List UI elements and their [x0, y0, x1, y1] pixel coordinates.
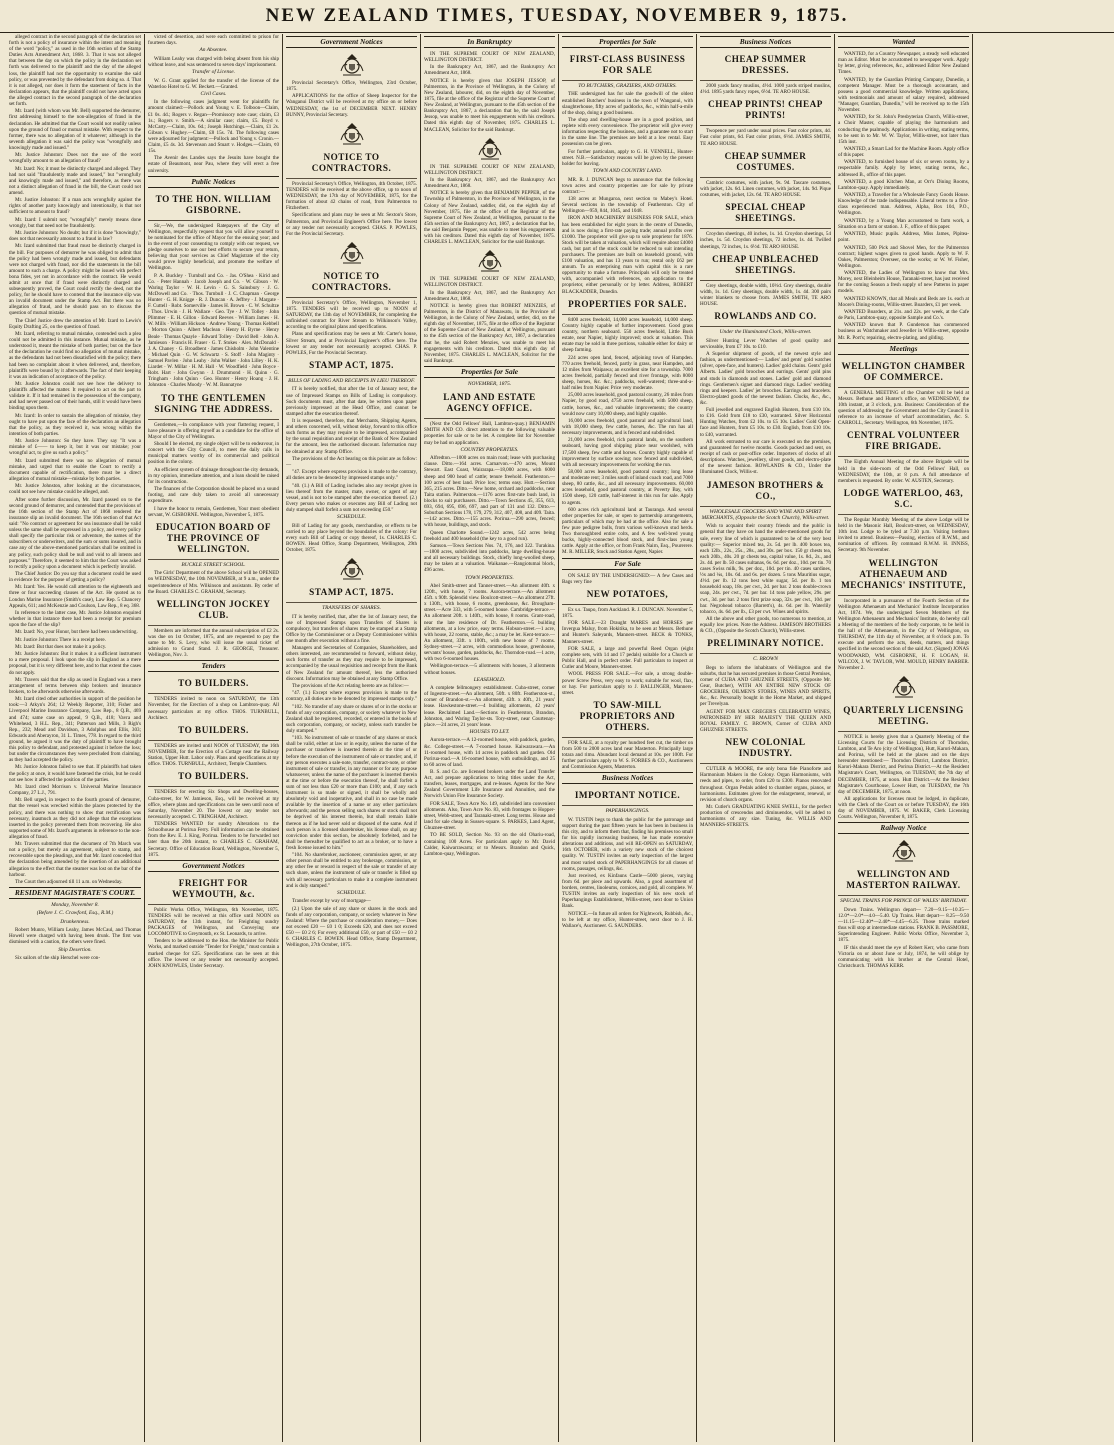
- article-paragraph: In the Bankruptcy Act, 1867, and the Bankruptcy Act Amendment Act, 1868.: [424, 176, 555, 190]
- column-3: [282, 34, 420, 1442]
- advert-block: [562, 697, 693, 738]
- article-paragraph: Mr. Justice Johnston failed to see that. If plaintiffs had taken the policy at once, it would have fastened the crisis, but he could not see how it affected the position of the parties.: [9, 764, 141, 783]
- article-paragraph: All work entrusted to our care is executed on the premises, and guaranteed for twelve months. Goods packed and sent, on receipt of cash or post-office order. Importers of clocks of all descriptions. Watches, jewellery, silver goods, and electro-plate of the newest fashion. ROWLANDS & CO., Under the Illuminated Clock, Willis-st.: [700, 438, 831, 476]
- advert-block: [700, 308, 831, 327]
- section-heading: In Bankruptcy: [424, 36, 555, 48]
- article-paragraph: Cambric costumes, with jacket, 9s. 9d. Tascare costumes, with jacket, 12s. 6d. Linen costumes, with jacket, 14s. 9d. Pique costumes, with jacket, 12s. 6d. TE ARO HOUSE.: [700, 179, 831, 199]
- article-paragraph: WANTED known that P. Gunderson has commenced business as Watchmaker and Jeweller in Willis-street, opposite Mr. R. Port's; repairing, electro-plating, and gilding.: [838, 322, 969, 341]
- article-paragraph: William Leahy was charged with being absent from his ship without leave, and was sentenced to seven days' imprisonment.: [148, 55, 279, 68]
- article-paragraph: Tenders to be addressed to the Hon. the Minister for Public Works, and marked outside "Tender for Freight," must contain a marked cheque for £25. Specifications can be seen at this office. The lowest or any tender not necessarily accepted. JOHN KNOWLES, Under Secretary.: [148, 938, 279, 969]
- advert-block: [286, 149, 417, 179]
- article-paragraph: Mr. Justice Johnston: No doubt; but if it is done "knowingly," does not that necessarily amount to a fraud in law?: [9, 230, 141, 243]
- article-paragraph: W. TUSTIN begs to thank the public for the patronage and support during the past fifteen years he has been in business in this city, and to inform them that, finding his premises too small for his rapidly increasing business, he has made extensive alterations and additions, and will RE-OPEN on SATURDAY, 16th OCTOBER, with a variety new stock of the choicest quality. W. TUSTIN invites an early inspection of the largest and most varied stock of PAPERHANGINGS for all classes of rooms, passages, ceilings, &c.: [562, 816, 693, 872]
- subheading: (Before J. C. Crawford, Esq., R.M.): [36, 910, 114, 917]
- article-paragraph: Mr. Izard: In order to sustain the allegation of mistake, they ought to have put upon the face of the declaration an allegation that the policy, as they received it, was wrong within the intention of both parties.: [9, 412, 141, 437]
- article-paragraph: Grey sheetings, double width, 10½d. Grey sheetings, double width, 1s. 1d. Grey sheetings, double width, 1s. 4d. 300 pairs winter blankets to choose from. JAMES SMITH, TE ARO HOUSE.: [700, 282, 831, 308]
- article-paragraph: The Court then adjourned till 11 a.m. on Wednesday.: [15, 878, 123, 885]
- subheading-block: [9, 902, 141, 908]
- advert-block: [700, 148, 831, 178]
- subheading-block: [838, 898, 969, 904]
- article-paragraph: Six sailors of the ship Herschel were con-: [15, 955, 101, 962]
- subheading: TO BUTCHERS, GRAZIERS, AND OTHERS.: [578, 83, 677, 89]
- subheading-block: [562, 168, 693, 174]
- section-heading: For Sale: [562, 558, 693, 570]
- advert-block: [286, 584, 417, 603]
- advert-block: [148, 875, 279, 905]
- advert-block: [700, 199, 831, 229]
- article-paragraph: FOR SALE, a large and powerful Reed Organ (eight complete sets, with 14 and 17 pedals) suitable for a Church or Public Hall, and in perfect order. Full particulars to inspect at Cutler and Moore, Manners-street.: [562, 645, 693, 671]
- article-paragraph: Ex s.s. Taupo, from Auckland. R. J. DUNCAN. November 5, 1875.: [562, 606, 693, 619]
- article-paragraph: Mr. Justice Johnston could not see how the delivery to plaintiffs affected the matter. It required to act on the part to validate it. If it had remained in the possession of the company, and had never passed out of their hands, still it would have been binding upon them.: [9, 381, 141, 412]
- article-paragraph: Mr. Izard submitted there was no allegation of mutual mistake, and urged that to enable the Court to rectify a document capable of rectification, there must be a direct allegation of mutual mistake—mistake by both parties.: [9, 457, 141, 482]
- royal-arms-crest-icon: [338, 555, 366, 583]
- subheading: C. BROWN: [753, 656, 778, 663]
- article-paragraph: Members are informed that the annual subscription of £2 2s. was due on 1st October, 1875, and are requested to pay the same to Mr. S. Levy, who will issue the usual ticket of admission to Grand Stand. J. R. GEORGE, Treasurer. Wellington, Nov. 3.: [148, 627, 279, 659]
- article-paragraph: WANTED, to furnished house of six or seven rooms, by a respectable family. Apply by letter, stating terms, &c., addressed B., office of this paper.: [838, 159, 969, 178]
- article-paragraph: Mr. Travers said that the slip as used in England was a mere arrangement of terms between ship brokers and insurance brokers, to be afterwards otherwise afterwards.: [9, 676, 141, 695]
- article-paragraph: 16,000 acres freehold, good pastoral and agricultural land, with 18,000 sheep, few cattle, horses, &c. The run has all necessary improvements, and is fenced and subdivided.: [562, 417, 693, 437]
- advert-block: [838, 866, 969, 896]
- subheading-block: [286, 378, 417, 384]
- article-paragraph: IT is hereby notified, that, after the 1st of January next, the use of Impressed Stamps upon Transfers of Shares is compulsory, but transfers of shares may be stamped at a Stamp Office by the Commissioner or a Deputy Commissioner within one month after execution without a fine.: [286, 613, 417, 644]
- subheading-block: [286, 890, 417, 896]
- section-heading: Public Notices: [148, 176, 279, 188]
- advert-block: [286, 357, 417, 376]
- subheading-block: [562, 808, 693, 814]
- article-paragraph: Mr. Izard: No; it must be distinctly charged and alleged. They had not said "fraudulently made and issued," but "wrongfully and knowingly made and issued," and therefore, as there was not a distinct allegation of fraud in the bill, the Court could not amend.: [9, 165, 141, 196]
- advert-block: [700, 734, 831, 764]
- advert-headline: QUARTERLY LICENSING MEETING.: [843, 704, 964, 726]
- article-paragraph: The Girls' Department of the above School will be OPENED on WEDNESDAY, the 10th NOVEMBER, at 9 a.m., under the superintendence of Mrs. Wilkinson and assistants. By order of the Board. CHARLES C. GRAHAM, Secretary.: [148, 570, 279, 595]
- subheading: BUCKLE STREET SCHOOL.: [181, 561, 246, 568]
- article-paragraph: Incorporated in a pursuance of the Fourth Section of the Wellington Athenaeum and Mechanics' Institute Incorporation Act, 1874. We, the undersigned Seven Members of the Wellington Athenaeum and Mechanics' Institute, do hereby call a Meeting of the members of the body corporate, to be held in the hall of the Athenaeum, in the City of Wellington, on THURSDAY, the 11th day of November, at 8 o'clock p.m. To execute and perform the acts, deeds, matters, and things specified in the second section of the said Act. (Signed) JONAS WOODWARD, WM. GISBORNE, H. F. LOGAN, H. WILCOX, J. W. TAYLOR, WM. MOULD, HENRY BARBER. November 2.: [838, 597, 969, 671]
- subheading-block: [148, 47, 279, 53]
- advert-headline: ROWLANDS AND CO.: [714, 311, 817, 322]
- article-paragraph: WANTED, for a Country Newspaper, a steady well educated man as Editor. Must be accustomed to newspaper work. Apply by letter, giving references, &c., addressed Editor New Zealand Times.: [838, 51, 969, 76]
- advert-headline: STAMP ACT, 1875.: [309, 587, 394, 598]
- subheading-block: [700, 329, 831, 335]
- article-paragraph: "104. No sharebroker, auctioneer, commission agent, or any other person shall be entitled to any brokerage, commission, or any other fee or reward in respect of the sale or transfer of any such share, unless the instrument of sale or transfer is filled up with all necessary particulars to make it a complete instrument and is duly stamped.": [286, 852, 417, 889]
- advert-headline: TO THE HON. WILLIAM GISBORNE.: [155, 193, 272, 215]
- section-heading: Government Notices: [148, 860, 279, 872]
- article-paragraph: Specifications and plans may be seen at Mr. Sexton's Store, Palmerston, and Provincial Engineer's Office here. The lowest or any tender not necessarily accepted. CHAS. P. POWLES, For the Provincial Secretary.: [286, 212, 417, 237]
- subheading-block: [562, 83, 693, 89]
- subheading: TRANSFERS OF SHARES.: [322, 605, 381, 612]
- article-paragraph: TENDERS are invited until NOON of TUESDAY, the 16th NOVEMBER, for the Erection of a Cottage near the Railway Station, Upper Hutt. Labor only. Plans and specifications at my office. THOS. TURNBULL, Architect, Temple Chambers.: [148, 742, 279, 768]
- subheading-block: [148, 91, 279, 97]
- advert-headline: STAMP ACT, 1875.: [309, 360, 394, 370]
- advert-block: [700, 51, 831, 81]
- article-paragraph: Alfredton.—1000 acres on main road; lease with purchasing clause. Ditto.—164 acres. Carnarvon.—470 acres, Mount Stewart. East Coast, Wairarapa.—18,000 acres, with 6000 sheep and 900 head of cattle; tenure freehold. Featherston.—100 acres of best land. Price low; terms easy. Hutt.—Section 365, 215 acres. Ditto.—New home, orchard and paddocks, near Taita station. Palmerston.—1176 acres first-rate bush land, in blocks to suit purchasers. Ditto.—Town Sections 45, 355, 613, 693, 694, 695, 696, 697, and part of 131 and 132. Ditto.—Suburban Sections 178, 179, 279, 312, 407, 408, and 409. Taita.—142 acres. Ditto.—155 acres. Porirua.—290 acres, fenced; with house, buildings, and stock.: [424, 455, 555, 529]
- advert-block: [838, 702, 969, 732]
- article-paragraph: Transfer except by way of mortgage—: [292, 898, 371, 905]
- advert-block: [838, 358, 969, 388]
- advert-block: [700, 635, 831, 654]
- advert-headline: LODGE WATERLOO, 463, S.C.: [843, 487, 964, 509]
- article-paragraph: All the above and other goods, too numerous to mention, at equally low prices. Note the Address. JAMESON BROTHERS & CO., (Opposite the Scotch Church), Willis-street.: [700, 615, 831, 635]
- subheading-block: [424, 381, 555, 387]
- article-paragraph: Mr. Travers submitted that the document of 7th March was not a policy, but merely an agreement, subject to stamp, and recoverable upon the pleadings, and that Mr. Izard conceded that the declaration being amended by the insertion of an additional allegation to the effect that the steamer was lost on the bar of the harbour.: [9, 841, 141, 878]
- column-8: [972, 34, 1110, 1442]
- article-paragraph: (2.) Upon the sale of any share or shares in the stock and funds of any corporation, company, or society whatever in New Zealand: Where the purchase or consideration money,— Does not exceed £20 — £0 1 0; Exceeds £20, and does not exceed £50 — £0 2 6; For every additional £50, or part of £50 — £0 2 6. CHARLES C. BOWEN. Head Office, Stamp Department, Wellington, 27th October, 1875.: [286, 905, 417, 949]
- advert-headline: NEW POTATOES,: [586, 588, 669, 599]
- advert-block: [562, 787, 693, 806]
- article-paragraph: "47. Except where express provision is made to the contrary, all duties are to be denoted by impressed stamps only.": [286, 469, 417, 482]
- advert-headline: TO SAW-MILL PROPRIETORS AND OTHERS.: [579, 699, 676, 732]
- advert-block: [148, 675, 279, 694]
- article-paragraph: A GENERAL MEETING of the Chamber will be held at Messrs. Bethune and Hunter's office, on WEDNESDAY, the 10th instant, at 3 o'clock, p.m. Business: Consideration of the question of addressing the Government and the City Council in reference to an increase of wharf accommodation, &c. S. CARROLL, Secretary. Wellington, 6th November, 1875.: [838, 389, 969, 427]
- article-paragraph: Aurora-terrace.—A 12-roomed house, with paddock, garden, &c. College-street.—A 7-roomed house. Kaiwarawara.—An 11-roomed house, with 14 acres in paddock and garden. Old Porirua-road.—A 16-roomed house, with outbuildings, and 25 to 60 acres of land.: [424, 737, 555, 768]
- subheading-block: [700, 656, 831, 662]
- article-paragraph: It is requested, therefore, that Merchants, Shipping Agents, and others concerned, will, without delay, forward to this office such forms as they may require to be impressed, accompanied by the usual requisition and receipt of the Bank of New Zealand for the amount, less the authorised discount. Information may be obtained at any Stamp Office.: [286, 418, 417, 455]
- column-1: [6, 34, 144, 1442]
- article-paragraph: Abel Smith-street and Tanner-street.—An allotment 40ft. x 120ft., with house, 7 rooms. Aurora-terrace.—An allotment 45ft. x 90ft. Splendid view. Boulcott-street.—An allotment 27ft. x 130ft., with house, 6 rooms, greenhouse, &c. Brougham-street.—Acre 333, with 5-roomed house. Cambridge-terrace.—An allotment 20ft. x 140ft., with house, 8 rooms. Grant-road, near the late residence of Dr. Featherston.—5 building allotments, at a low price, easy terms. Hobson-street.—1 acre, with house, 22 rooms, stable, &c.; a may be let. Kent-terrace.—An allotment, 33ft. x 100ft., with new house of 7 rooms. Sydney-street.—2 acres, with commodious house, greenhouse, servants' house, garden, paddocks, &c. Thorndon-road.—1 acre, with two 6-roomed houses.: [424, 583, 555, 663]
- article-paragraph: Just received, ex Kinfauns Castle—5000 pieces, varying from 6d. per piece and upwards. Also, a good assortment of borders, centres, linoleums, cornices, and gold, all complete. W. TUSTIN invites an early inspection of his new stock of Paperhangings Establishment, Willis-street, next door to Union Bank.: [562, 872, 693, 910]
- article-paragraph: The Chief Justice: Do you say that a document could be used in evidence for the purpose of getting a policy?: [9, 570, 141, 584]
- article-paragraph: Mr. Izard cited Morrison v. Universal Marine Insurance Company, 27 L.J., 791.: [9, 783, 141, 797]
- royal-arms-crest-icon: [338, 239, 366, 267]
- article-paragraph: 58,000 acres leasehold, good pastoral country; long lease and moderate rent; 3 miles south of inland coach road, and 7000 sheep, 80 cattle, &c., and all necessary improvements. 60,000 acres leasehold, good pastoral country, at Poverty Bay, with 1500 sheep, 120 cattle, half-interest in this run for sale. Apply to agents.: [562, 469, 693, 506]
- advert-headline: FIRST-CLASS BUSINESS FOR SALE: [569, 54, 686, 75]
- advert-headline: PROPERTIES FOR SALE.: [568, 298, 687, 309]
- advert-headline: TO THE GENTLEMEN SIGNING THE ADDRESS.: [154, 392, 273, 414]
- section-heading: Meetings: [838, 343, 969, 355]
- article-paragraph: Mr. Izard: But that does not make it a policy.: [15, 643, 107, 650]
- article-paragraph: WANTED KNOWN, that all Meals and Beds are 1s. each at Moore's Dining-rooms, Willis-street. Boarders, £1 per week.: [838, 295, 969, 308]
- advert-block: [148, 191, 279, 221]
- article-paragraph: Mr. Izard submitted that fraud must be distinctly charged in the bill. For purposes of demurrer he was obliged to admit that the policy had been wrongly made and issued, but defendants were not charged with fraud, nor did the statements in the bill amount to such a charge. A policy might be issued with perfect bona fides, yet not in accordance with the contract. He would admit at once that if fraud were distinctly charged and subsequently proved, the Court could rectify the deed, not the policy, for he should have to contend that the insurance slip was an invalid document under the Stamp Act. But there was no allegation of fraud, and he should pass on to discuss the question of mutual mistake.: [9, 243, 141, 317]
- subheading: COUNTRY PROPERTIES.: [460, 446, 519, 453]
- advert-block: [562, 51, 693, 81]
- article-paragraph: In the Bankruptcy Act, 1867, and the Bankruptcy Act Amendment Act, 1868.: [424, 289, 555, 302]
- article-paragraph: "102. No transfer of any share or shares of or in the stocks or funds of any corporation, company, or society whatever in New Zealand shall be registered, recorded, or entered in the books of such corporation, company, or society, unless such transfer be duly stamped.": [286, 703, 417, 734]
- advert-headline: FREIGHT FOR WEYMOUTH, &c.: [172, 877, 255, 899]
- advert-block: [148, 722, 279, 741]
- subheading-block: [9, 919, 141, 925]
- article-paragraph: Should I be elected, my single object will be to endeavour, in concert with the City Council, to meet the daily calls in municipal matters worthy of its commercial and political position in the colony.: [148, 441, 279, 466]
- subheading-block: [9, 947, 141, 953]
- article-paragraph: 8400 acres freehold, 14,000 acres leasehold, 14,000 sheep. Country highly capable of further improvement. Good grass country, northern seaboard. 550 acres freehold, Little Bush estate, near Napier, highly improved; stock at valuation. This estate may be sold in three portions, valuable either for dairy or sheep farming.: [562, 316, 693, 354]
- article-paragraph: IN THE SUPREME COURT OF NEW ZEALAND, WELLINGTON DISTRICT.: [424, 276, 555, 289]
- subheading: LEASEHOLD.: [473, 676, 506, 683]
- article-paragraph: Gentlemen,—In compliance with your flattering request, I have pleasure in offering myself as a candidate for the office of Mayor of the City of Wellington.: [148, 421, 279, 440]
- article-paragraph: AGENT FOR MAX GREGER'S CELEBRATED WINES, PATRONISED BY HER MAJESTY THE QUEEN AND ROYAL FAMILY. C. BROWN, Corner of CUBA AND GHUZNEE STREETS.: [700, 708, 831, 733]
- section-heading: RESIDENT MAGISTRATE'S COURT.: [9, 887, 141, 899]
- royal-arms-crest-icon: [476, 135, 504, 163]
- article-paragraph: Queen Charlotte Sound.—1242 acres, 542 acres being freehold and 400 leasehold (the key to a good run).: [424, 529, 555, 542]
- article-paragraph: NOTICE is hereby given that ROBERT MENZIES, of Palmerston, in the District of Manawatu, in the Province of Wellington, in the Colony of New Zealand, settler, did, on the eighth day of November, 1875, file at the office of the Registrar of the Supreme Court of New Zealand, at Wellington, pursuant to the 45th section of the Bankruptcy Act, 1867, a declaration that he, the said Robert Menzies, was unable to meet his engagements with his creditors. Dated this eighth day of November, 1875. CHARLES L. MACLEAN, Solicitor for the said Bankrupt.: [424, 302, 555, 364]
- column-2: [144, 34, 282, 1442]
- article-paragraph: WANTED, the Ladies of Wellington to know that Mrs. Morey, next Bleinheim House, Taranaki-street, has just received for the coming Season a fresh supply of new Patterns in paper models.: [838, 270, 969, 295]
- article-paragraph: THE undersigned has for sale the goodwill of the oldest established Butchers' business in the town of Wanganui, with slaughterhouse, fifty acres of paddocks, &c., within half-a-mile of the shop, doing a good business.: [562, 91, 693, 116]
- article-paragraph: W. G. Grant applied for the transfer of the license of the Waterloo Hotel to G. W. Beckett.—Granted.: [148, 77, 279, 90]
- article-paragraph: B. S. and Co. are licensed brokers under the Land Transfer Act, and prepare applications to bring titles under the Act, transfers, leases, mortgages, and re-leases. Agents for the New Zealand Government Life Insurance and Annuities, and the Norwich Union Fire Insurance Society.: [424, 769, 555, 800]
- article-paragraph: WANTED, by the Guardian Printing Company, Dunedin, a competent Manager. Must be a thorough accountant, and possess a good commercial knowledge. Written applications, with testimonials and amount of salary required, addressed "Manager, Guardian, Dunedin," will be received up to the 15th November.: [838, 76, 969, 114]
- article-paragraph: The shop and dwelling-house are in a good position, and replete with every convenience. The proprietor will give every information respecting the business, and a guarantee not to start in the same line. The premises are held at a low rental. Easy possession can be given.: [562, 116, 693, 148]
- article-paragraph: After some further discussion, Mr. Izard passed on to the second ground of demurrer, and contended that the provisions of the 16th section of the Stamp Act of 1868 rendered the insurance slip an invalid document. The 16th section of that Act said: "No contract or agreement for sea insurance shall be valid unless the same shall be expressed in a policy, and every policy shall specify the particular risk or adventure, the names of the subscribers or underwriters, and the sum or sums insured, and in case any of the above-mentioned particulars shall be omitted in any policy, such policy shall be null and void to all intents and purposes." Therefore, it seemed to him that the Court was asked to rectify a policy upon a document which is perfectly invalid.: [9, 496, 141, 570]
- article-paragraph: CUTLER & MOORE, the only bona fide Pianoforte and Harmonium Makers in the Colony. Organ Harmoniums, with reeds and pipes, to order, from £20 to £300. Pianos renovated throughout. Organ Pedals added to chamber organs, pianos, or harmoniums. Estimates given for the enlargement, renewal, or revision of church organs.: [700, 766, 831, 803]
- article-paragraph: "103. No instrument of sale or transfer of any shares or stock shall be valid, either at law or in equity, unless the name of the purchaser or transferee is inserted therein at the time of or before the execution of the instrument of sale or transfer; and, if any person executes a sale-note, transfer, contract-note, or other instrument of sale or transfer, in any manner or for any purpose whatsoever, unless the name of the purchaser is inserted therein at the time or before the execution thereof, he shall forfeit a sum of not less than £20 or more than £100; and, if any such instrument is so made or signed, it shall be wholly and absolutely void and inoperative, and shall in no case be made available by the insertion of a name or any other particulars afterwards; and the person selling such shares or stock shall not be deprived of his interest therein, but shall remain liable thereon as if he had never sold or disposed of the same. And if such person is a licensed sharebroker, his license shall, on any conviction under this section, be absolutely forfeited, and he shall be thereafter be qualified to act as a broker, or to have a fresh license issued to him.": [286, 735, 417, 851]
- article-paragraph: WANTED, 500 Pick and Shovel Men, for the Palmerston contract; highest wages given to good hands. Apply to W. F. Oakes, Palmerston; Overseer, on the works; or W. W. Fisher, Wellington.: [838, 244, 969, 269]
- article-paragraph: 21,000 acres freehold, rich pastoral lands, on the southern seaboard, having good shipping place near woolshed, with 17,500 sheep, few cattle and horses. Country highly capable of improvement by surface sowing; now fenced and subdivided, with all necessary improvements for working the run.: [562, 437, 693, 468]
- article-paragraph: Mr. Izard (with whom was Mr. Bell) supported the demurrer, first addressing himself to the non-allegation of fraud in the declaration. He admitted that the Court would not readily unless upon the ground of fraud or mutual mistake. With respect to the former, there was no allegation of it whatever; although in the seventh allegation it was said the policy was "wrongfully and knowingly made and issued.": [9, 108, 141, 151]
- article-paragraph: The Avenir des Landes says the Jesuits have bought the estate of Beaumont, near Pau, where they will erect a free university.: [148, 155, 279, 174]
- royal-arms-crest-icon: [476, 247, 504, 275]
- article-paragraph: The Eighth Annual Meeting of the above Brigade will be held in the side-room of the Odd Fellows' Hall, on WEDNESDAY, the 10th, at 8 p.m. A full attendance of members is requested. By order. W. AUSTEN, Secretary.: [838, 459, 969, 484]
- article-paragraph: victed of desertion, and were each committed to prison for fourteen days.: [148, 34, 279, 47]
- advert-headline: CHEAP SUMMER DRESSES.: [724, 54, 807, 75]
- article-paragraph: 138 acres at Mungaroa, next section to Mabey's Hotel. Several sections in the township of Featherston. City of Wellington—959, 844, 1045, and 1048.: [562, 195, 693, 215]
- advert-block: [838, 485, 969, 515]
- subheading: Civil Cases.: [200, 90, 227, 97]
- advert-block: [700, 96, 831, 126]
- article-paragraph: IRON AND MACHINERY BUSINESS FOR SALE, which has been established for eight years in the centre of Dunedin, and is now doing a first-rate paying trade; annual profits over £1000. The proprietor will give up to sole proprietor for 1876. Stock will be taken at valuation, which will require about £4000 cash, but part of the stock could be reduced to suit intending purchasers. The premises are built on leasehold ground, with £100 valuation, and has 13 years to run; rental only £62 per annum. To an enterprising man with capital this is a rare opportunity to make a fortune. Principals will only be treated with, accompanied with references, on application to the proprietor, either personally or by letter. Address, ROBERT BLACKADDER, Dunedin.: [562, 215, 693, 295]
- article-paragraph: Mr. Justice Johnston: But it makes it a sufficient instrument to a mere proposal. I look upon the slip in England as a mere proposal, but it is very different here, and to that extent the cases do not apply.: [9, 651, 141, 676]
- article-paragraph: Provincial Secretary's Office, Wellington, 23rd October, 1875.: [286, 80, 417, 93]
- article-paragraph: Provincial Secretary's Office, Wellington, November 1, 1875. TENDERS will be received up to NOON of SATURDAY, the 13th day of NOVEMBER, for completing the unfinished contract for River Stream to Wilkinson's Valley, according to the original plans and specifications.: [286, 299, 417, 331]
- subheading: BILLS OF LADING AND RECEIPTS IN LIEU THEREOF.: [288, 378, 415, 384]
- advert-block: [838, 555, 969, 596]
- advert-block: [148, 519, 279, 560]
- article-paragraph: Mr. Izard: No, your Honor, but there had been underwriting.: [15, 629, 138, 636]
- advert-headline: CENTRAL VOLUNTEER FIRE BRIGADE.: [846, 430, 961, 452]
- article-paragraph: Wish to acquaint their country friends and the public in general that they have on hand the under-mentioned goods for sale, every line of which is guaranteed to be of the very best quality:— Superior mixed tea, 2s. 5d. per lb. 400 boxes tea, each 12lb., 22s., 25s., 28s., and 30s. per box. 150 gr chests tea, each 20lb., 40s. 20 gr chests tea, capital value, 1s. 8d., 2s., and 2s. 4d. per lb. 50 cases sultanas, 6s. 6d. per doz., 10d. per tin. 70 cases Swiss milk, 9s. per doz., 10d. per tin. 40 cases sardines, ½s and ¼s, 10s. 6d. and 6s. per dozen. 5 tons Mauritius sugar, 4½d. per lb. 12 tons best white sugar, 5d. per lb. 1 ton household soap, 18s. per cwt., 2d. per bar. 2 tons double-crown soap, 24s. per cwt., 7d. per bar. 14 tons pale yellow, 29s. per cwt., 3d. per bar. 2 tons first prize soap, 32s. per cwt., 10d. per bar. Negrohead tobacco (Barrett's), 4s. 6d. per lb. Waterlily tobacco, 4s. 6d. per lb., £3 per cwt. Wines and spirits.: [700, 523, 831, 615]
- advert-headline: PRELIMINARY NOTICE.: [707, 638, 824, 649]
- article-paragraph: WANTED, by a Young Man accustomed to farm work, a Situation on a farm or station. J. F., office of this paper.: [838, 217, 969, 230]
- column-4: [420, 34, 558, 1442]
- subheading: SPECIAL TRAINS FOR PRINCE OF WALES' BIRTHDAY.: [840, 898, 967, 905]
- article-paragraph: alleged contract in the second paragraph of the declaration set forth is not a policy of insurance within the intent and meaning of the word "policy," as used in the 16th section of the Stamp Duties Acts Amendment Act, 1868. 3. That it was not alleged that between the day on which the policy in the declaration set forth was delivered to the plaintiff and the day of the alleged loss, the plaintiff had not the opportunity to examine the said policy, or was prevented by the defendant from doing so. 4. That it is not alleged, nor does it form the statement of facts in the declaration appears, that the plaintiff could not have acted upon the alleged contract in the second paragraph of the declaration set forth.: [9, 34, 142, 108]
- subheading-block: [286, 605, 417, 611]
- royal-arms-crest-icon: [338, 51, 366, 79]
- article-paragraph: 600 acres rich agricultural land at Tauranga. And several other properties for sale, or open to partnership arrangements, particulars of which may be had at the office. Also for sale a few pure pedigree bulls, from various well-known stud herds. Two thoroughbred entire colts, and A few well-bred young bucks, highly-connected blood stock, and first-class young cattle. Apply at the office, or from Frank Nairn, Esq., Pourerere. M. R. MILLER, Stock and Station Agent, Napier.: [562, 506, 693, 556]
- article-paragraph: IF this should meet the eye of Robert Kerr, who came from Victoria on or about June or July, 1874, he will oblige by communicating with his brother at the Central Hotel, Christchurch. THOMAS KERR.: [838, 944, 969, 969]
- article-paragraph: In the Bankruptcy Act, 1867, and the Bankruptcy Act Amendment Act, 1868.: [424, 64, 555, 77]
- article-paragraph: A complete fellmongery establishment. Cuba-street, corner of Ingestre-street.—An allotment, 50ft. x 80ft. Featherston-st., corner of Brandon-st.—An allotment, 43ft. x 40ft., 21 years' lease. Hawkestone-street.—4 building allotments, 42 years' lease. Reclaimed Land.—Sections in Featherston, Brandon, Johnston, and Waring Taylor-sts. Tory-street, near Courtenay-place.—24 acres, 21 years' lease.: [424, 685, 555, 728]
- section-heading: Railway Notice: [838, 822, 969, 834]
- advert-headline: LAND AND ESTATE AGENCY OFFICE.: [443, 392, 536, 414]
- columns-container: [6, 34, 1110, 1442]
- article-paragraph: TENDERS WANTED for sundry Alterations to the Schoolhouse at Porirua Ferry. Full information can be obtained from the Rev. E. J. King, Porirua. Tenders to be forwarded not later than the 20th instant, to CHARLES C. GRAHAM, Secretary. Office of Education Board, Wellington, November 5, 1875.: [148, 821, 279, 858]
- advert-headline: TO BUILDERS.: [178, 771, 249, 782]
- article-paragraph: Mr. Cutler's GRADUATING KNEE SWELL, for the perfect production of crescendos and diminuendos, will be added to harmoniums of any size. Tuning, &c. WILLIS AND MANNERS-STREETS.: [700, 804, 831, 829]
- article-paragraph: WANTED, a Smart Lad for the Machine Room. Apply office of this paper.: [838, 145, 969, 159]
- article-paragraph: NOTICE is hereby given that JOSEPH JESSOP, of Palmerston, in the Province of Wellington, in the Colony of New Zealand, labourer, did, on the eighth day of November, 1875, file at the office of the Registrar of the Supreme Court of New Zealand, at Wellington, pursuant to the 45th section of the Bankruptcy Act, 1867, a declaration that he, the said Joseph Jessop, was unable to meet his engagements with his creditors. Dated this eighth day of November, 1875. CHARLES L. MACLEAN, Solicitor for the said Bankrupt.: [424, 77, 555, 133]
- subheading: TOWN PROPERTIES.: [465, 574, 514, 581]
- article-paragraph: P. A. Buckley · Turnbull and Co. · Jas. O'Shea · Kirid and Co. · Peter Hannah · Jacob Joseph and Co. · W. Gibson · W. Waring Taylor · W. H. Levin · G. S. Sainsbury · J. G. McDowell and Co. · Thos. Turnbull · J. C. Chapman · George Hunter · G. H. Knigge · R. J. Duncan · A. Jeffrey · J. Margate · F. Cuttell · Robt. Somerville · James H. Brown · C. W. Schultze · Thos. Urwin · J. H. Wallace · Geo. Tye · J. W. Tolley · John Plimmer · E. H. Gillon · Edward Reeves · William James · H. W. Mills · William Hickson · Andrew Young · Thomas Kebbell · Morton Quinn · Albert Maclean · Henry H. Byrne · Henry Beale · Thomas Quayle · Edward Tolley · David Bell · John A. Jamieson · Francis H. Fraser · G. T. Stokes · Alex. McDonald · J. A. Chaney · G. Broadbent · James Chisholm · John Valentine · Michael Quin · G. W. Schwartz · S. Stoff · John Maginty · Samuel Pavlen · John Leahy · John Walker · John Lilley · H. K. Liardet · W. Millar · H. M. Hall · W. Woodfield · John Boyce · Robt. Hart · John Gwynn · J. Drummond · H. Quinn · G. Tringham · John Quinn · Geo. Hunter · Henry Hoang · J. H. Johnston · Charles Moody · W. M. Bannatyne: [148, 272, 279, 389]
- article-paragraph: APPLICATIONS for the office of Sheep Inspector for the Wanganui District will be received at my office on or before WEDNESDAY, the 1st of DECEMBER NEXT. HENRY BUNNY, Provincial Secretary.: [286, 93, 417, 118]
- subheading-block: [700, 509, 831, 522]
- advert-headline: JAMESON BROTHERS & CO.,: [706, 479, 825, 501]
- subheading: WHOLESALE GROCERS AND WINE AND SPIRIT MERCHANTS, (Opposite the Scotch Church), Willis-street.: [701, 508, 830, 521]
- article-paragraph: Robert Munro, William Leahy, James McCaul, and Thomas Howell were charged with having been drunk. The first was dismissed with a caution, the others were fined.: [9, 927, 141, 946]
- subheading: Ship Desertion.: [58, 946, 92, 953]
- article-paragraph: WANTED, a Traveller for a Wholesale Fancy Goods House. Knowledge of the trade indispensable. Liberal terms to a first-class experienced man. Address, Alpha, Box 104, P.O., Wellington.: [838, 192, 969, 217]
- article-paragraph: WANTED, Music pupils. Address, Miss James, Pipitea-point.: [838, 231, 969, 244]
- column-5: [558, 34, 696, 1442]
- article-paragraph: IN THE SUPREME COURT OF NEW ZEALAND, WELLINGTON DISTRICT.: [424, 51, 555, 64]
- advert-headline: SPECIAL CHEAP SHEETINGS.: [725, 202, 806, 224]
- article-paragraph: Mr. Izard: Yes. He would call attention to the eighteenth and three or four succeeding clauses of the Act. He quoted as to London Marine Insurance (Smith's case), Law Rep. 5 Chancery Appeals, 611; and McKenzie and Coulson, Law Rep., 8 eq. 368.: [9, 584, 141, 609]
- section-heading: Properties for Sale: [562, 36, 693, 48]
- subheading: An Absentee.: [199, 47, 228, 54]
- subheading: SCHEDULE.: [337, 889, 366, 896]
- article-paragraph: Sir,—We, the undersigned Ratepayers of the City of Wellington, respectfully request that you will allow yourself to be nominated for the office of Mayor for the ensuing year; and in the event of your consenting to comply with our request, we pledge ourselves to use our best efforts to secure your return, believing that your services as Chief Magistrate of the city would prove highly beneficial, and promote the welfare of Wellington.: [148, 222, 279, 272]
- article-paragraph: Provincial Secretary's Office, Wellington, 4th October, 1875. TENDERS will be received at the above office, up to noon of WEDNESDAY, the 17th day of NOVEMBER, 1875, for the formation of about 42 chains of road, from Palmerston to Fitzherbert.: [286, 180, 417, 212]
- subheading: HOUSES TO LET.: [469, 729, 510, 736]
- article-paragraph: "47. (1.) Except where express provision is made to the contrary, all duties are to be denoted by impressed stamps only.": [286, 690, 417, 703]
- article-paragraph: The Chief Justice drew the attention of Mr. Izard to Lewis's Equity Drafting 25, on the question of fraud.: [9, 317, 141, 330]
- masthead-title: NEW ZEALAND TIMES, TUESDAY, NOVEMBER 9, 1875.: [265, 5, 849, 26]
- article-paragraph: Mr. Bell urged, in respect to the fourth ground of demurrer, that the vessel was wrecked within the places protected by the policy, and there was nothing to show that rectification was necessary, inasmuch as they did not allege that the exceptions inserted in the policy prevented them from recovering. He also supported some of Mr. Izard's arguments in reference to the non-allegation of fraud.: [9, 797, 141, 840]
- article-paragraph: TENDERS invited to noon on SATURDAY, the 13th November, for the Erection of a shop on Lambton-quay. All necessary particulars at my office. THOS. TURNBULL, Architect.: [148, 696, 279, 721]
- article-paragraph: Croydon sheetings, 40 inches, 1s. 1d. Croydon sheetings, 54 inches, 1s. 5d. Croydon sheetings, 72 inches, 1s. 4d. Twilled sheetings, 72 inches, 1s. 6½d. TE ARO HOUSE.: [700, 231, 831, 250]
- section-heading: Properties for Sale: [424, 366, 555, 378]
- article-paragraph: MR. R. J. DUNCAN begs to announce that the following town acres and country properties are for sale by private contract:—: [562, 176, 693, 195]
- section-heading: Wanted: [838, 36, 969, 48]
- subheading-block: [424, 575, 555, 581]
- article-paragraph: WANTED Boarders, at 21s. and 22s. per week, at the Cafe de Paris, Lambton-quay, opposite Sample and Co.'s.: [838, 309, 969, 322]
- advert-block: [286, 268, 417, 298]
- article-paragraph: WOOL PRESS FOR SALE.—For sale, a strong double-power Screw Press, very easy to work; suitable for wool, flax, or hay. For particulars apply to J. BALLINGER, Manners-street.: [562, 671, 693, 696]
- article-paragraph: Wellington-terrace.—5 allotments with houses, 3 allotments without houses.: [424, 663, 555, 676]
- royal-arms-crest-icon: [338, 120, 366, 148]
- subheading-block: [148, 69, 279, 75]
- article-paragraph: Mr. Justice Johnston: So they have. They say "It was a mistake of £—— to keep it, but it was our mistake; your wrongful act, to give us such a policy.": [9, 438, 141, 457]
- article-paragraph: FOR SALE, at a royalty per hundred feet cut, the timber on from 500 to 2000 acres land near Masterton. Principally large totara and rimu. Abundant local demand at 10s. per 100ft. For further particulars apply to W. S. FORBES & CO., Auctioneers and Commission Agents, Masterton.: [562, 739, 693, 771]
- advert-headline: TO BUILDERS.: [178, 724, 249, 735]
- article-paragraph: 224 acres open land, fenced, adjoining town of Hampden. 770 acres freehold, fenced, partly in grass, near Hampden, and 12 miles from Waipawa; an excellent site for a township. 7000 acres freehold, partially fenced and river frontage, with 8000 sheep, horses, &c. &c.; paddocks, well-watered; three-and-a-half miles from Napier. Price very moderate.: [562, 354, 693, 392]
- article-paragraph: I have the honor to remain, Gentlemen, Your most obedient servant, W. GISBORNE. Wellington, November 5, 1875.: [148, 505, 279, 518]
- article-paragraph: Mr. Izard: I submit not; "wrongfully" merely means done wrongly, but that need not be fraudulently.: [9, 216, 141, 229]
- article-paragraph: An efficient system of drainage throughout the city demands, in my opinion, immediate attention, and a loan should be raised for its construction.: [148, 466, 279, 485]
- article-paragraph: Down Trains. Wellington depart— 7.20—9.15—10.35—12.0*—2.0*—4.0—5.40. Up Trains. Hutt depart— 8.25—9.50—11.15—12.40*—2.40*—4.45—6.25. Those trains marked thus will stop at intermediate stations. FRANK B. PASSMORE, Superintending Engineer. Public Works Office, November 3, 1875.: [838, 906, 969, 944]
- article-paragraph: Samson.—Town Sections Nos. 74, 176, and 322. Turakina.—1800 acres, subdivided into paddocks, large dwelling-house and all necessary buildings. Stock, chiefly long-woolled sheep, may be taken at a valuation. Waikanae.—Rangiotumai block, 496 acres.: [424, 542, 555, 574]
- article-paragraph: Twopence per yard under usual prices. Fast color prints, 4d. Fast color prints, 6d. Fast color prints, 6½d. JAMES SMITH, TE ARO HOUSE.: [700, 128, 831, 147]
- advert-headline: TO BUILDERS.: [178, 678, 249, 689]
- advert-block: [700, 477, 831, 507]
- section-heading: Tenders: [148, 660, 279, 672]
- advert-headline: WELLINGTON JOCKEY CLUB.: [156, 598, 271, 620]
- article-paragraph: ON SALE BY THE UNDERSIGNED:— A few Cases and Bags very fine: [562, 572, 693, 585]
- article-paragraph: WANTED, for St. John's Presbyterian Church, Willis-street, a Choir Master, capable of playing the harmonium and conducting the psalmody. Applications in writing, stating terms, to be sent in to Mr. W. W. Taylor, Willis-street, not later than 15th inst.: [838, 114, 969, 145]
- advert-headline: EDUCATION BOARD OF THE PROVINCE OF WELLINGTON.: [155, 521, 271, 554]
- subheading-block: [424, 729, 555, 735]
- article-paragraph: The provisions of the Act bearing on this point are as follow:—: [286, 455, 417, 468]
- article-paragraph: 2000 yards fancy muslins, 4½d. 1000 yards striped muslins, 4½d. 1895 yards fancy ropes, 6½d. TE ARO HOUSE.: [700, 83, 831, 96]
- article-paragraph: In reference to the latter case, Mr. Justice Johnston enquired whether in that instance there had been a receipt for premium upon the face of the slip?: [9, 609, 141, 629]
- subheading-block: [148, 562, 279, 568]
- advert-block: [424, 389, 555, 419]
- article-paragraph: 25,000 acres leasehold, good pastoral country, 26 miles from Napier, by good road, 4750 acres freehold, with 5000 sheep, cattle, horses, &c., and valuable improvements; the country would now carry 10,000 sheep, and highly capable.: [562, 392, 693, 417]
- article-paragraph: Mr. Justice Johnston: If a man acts wrongfully against the rights of another party knowingly and intentionally, is that not sufficient to amount to fraud?: [9, 197, 141, 216]
- article-paragraph: IN THE SUPREME COURT OF NEW ZEALAND, WELLINGTON DISTRICT.: [424, 163, 555, 176]
- article-paragraph: TENDERS for erecting Six Shops and Dwelling-houses, Cuba-street, for W. Jamieson, Esq., will be received at my office, where plans and specifications can be seen until noon of Saturday, November 20. The lowest or any tender not necessarily accepted. C. TRINGHAM, Architect.: [148, 789, 279, 820]
- article-paragraph: The finances of the Corporation should be placed on a sound footing, and care duly taken to avoid all unnecessary expenditure.: [148, 486, 279, 505]
- article-paragraph: Mr. Izard, referring to mutual mistake, contended such a plea could not be admitted in this instance. Mutual mistake, as he understood it, meant the mistake of both parties; but on the face of the declaration he could find no allegation of mutual mistake, as the defendants had not been dissatisfied with the policy; there had been no complaint about it when delivered, and, therefore, plaintiffs were bound by it afterwards. The fact of their keeping it was an indication of acceptance of the policy.: [9, 331, 141, 380]
- article-paragraph: Full jewelled and engraved English Hunters, from £10 10s. to £16. Gold from £18 to £30, warranted. Silver Horizontal Hunting Watches, from £2 10s. to £5 10s. Ladies' Gold Open-face and Hunters, from £5 10s. to £30. English, from £10 10s. to £40, warranted.: [700, 407, 831, 438]
- article-paragraph: A Superior shipment of goods, of the newest style and fashion, as undermentioned:— Ladies' and gents' gold watches (silver, open-face, and hunters). Ladies' gold chains. Gents' gold Alberts. Ladies' gold brooches and earrings. Gents' gold pins and studs in diamonds and stones. Ladies' gold and diamond rings. Gentlemen's signet and diamond rings. Ladies' wedding rings and keepers. Ladies' jet brooches. Earrings and bracelets. Electro-plated goods of the newest fashion. Clocks, &c., &c., &c.: [700, 351, 831, 406]
- advert-block: [148, 596, 279, 626]
- article-paragraph: The Regular Monthly Meeting of the above Lodge will be held in the Masonic Hall, Boulcott-street, on WEDNESDAY, 10th inst. Lodge to be tyled at 7.30 p.m. Visiting brethren invited to attend. Business—Passing, election of R.W.M., and nomination of officers. By command R.W.M. H. INNISS, Secretary. 9th November.: [838, 516, 969, 554]
- article-paragraph: Mr. Justice Johnston: Does not the use of the word wrongfully amount to an allegation of fraud?: [9, 152, 141, 165]
- article-paragraph: Public Works Office, Wellington, 6th November, 1875. TENDERS will be received at this office until NOON on SATURDAY, the 13th instant, for Freighting sundry PACKAGES of Wellington, and Conveying one LOCOMOTIVE to Greymouth, ex St. Leonards, to arrive.: [148, 906, 279, 938]
- article-paragraph: Begs to inform the inhabitants of Wellington and the suburbs, that he has secured premises in those Central Premises, corner of CUBA AND GHUZNEE STREETS, (Opposite Mr. Gear, Butcher), WITH AN ENTIRE NEW STOCK OF GROCERIES, OILMEN'S STORES, WINES AND SPIRITS, &c., &c. Personally bought in the Home Market, and shipped per Trevelyan.: [700, 664, 831, 708]
- subheading: NOVEMBER, 1875.: [467, 380, 512, 387]
- article-paragraph: For further particulars, apply to G. H. VENNELL, Hunter-street. N.B.—Satisfactory reasons will be given by the present holder for leaving.: [562, 148, 693, 167]
- advert-headline: CHEAP SUMMER COSTUMES.: [724, 150, 807, 172]
- subheading-block: [286, 514, 417, 520]
- column-6: [696, 34, 834, 1442]
- article-paragraph: FOR SALE.—23 Draught MARES and HORSES per Invergua Maluy, from Hokitika, to be seen at Messrs. Bethune and Hunter's Saleyards, Manners-street. BECK & TONKS, Manners-street.: [562, 620, 693, 645]
- article-paragraph: Mr. Justice Johnston: There is a receipt here.: [15, 636, 106, 643]
- advert-block: [148, 390, 279, 420]
- article-paragraph: Mr. Justice Johnston, after looking at the circumstances, could not see how mistake could be alleged, and.: [9, 483, 141, 496]
- subheading: Drunkenness.: [60, 918, 90, 925]
- article-paragraph: IT is hereby notified, that after the 1st of January next, the use of Impressed Stamps on Bills of Lading is compulsory. Such documents must, after that date, be written upon paper previously impressed at the Head Office, and cannot be stamped after the execution thereof.: [286, 386, 417, 417]
- advert-headline: NOTICE TO CONTRACTORS.: [311, 151, 392, 173]
- article-paragraph: "40. (1.) A Bill of Lading includes also any receipt given in lieu thereof from the master, mate, owner, or agent of any vessel, and is not to be stamped after the execution thereof. (2.) Every person who makes or executes any Bill of Lading not duly stamped shall forfeit a sum not exceeding £50.": [286, 482, 417, 513]
- article-paragraph: Bill of Lading for any goods, merchandise, or effects to be carried to any place beyond the boundaries of the colony: For every such Bill of Lading or copy thereof, 1s. CHARLES C. BOWEN. Head Office, Stamp Department, Wellington, 29th October, 1875.: [286, 522, 417, 553]
- advert-block: [562, 586, 693, 605]
- advert-block: [562, 296, 693, 315]
- section-heading: Business Notices: [700, 36, 831, 48]
- section-heading: Business Notices: [562, 772, 693, 784]
- subheading: Under the Illuminated Clock, Willis-street.: [719, 329, 812, 336]
- article-paragraph: WANTED, a good Kitchen Man, at Orr's Dining Rooms, Lambton-quay. Apply immediately.: [838, 178, 969, 191]
- advert-block: [148, 768, 279, 787]
- article-paragraph: FOR SALE, Town Acre No. 149, subdivided into convenient allotments. Also, Town Acre No. 83, with frontages to Hopper-street, Webb-street, and Taranaki-street. Long terms. House and land for sale cheap in Sussex-square. S. PARKES, Land Agent, Ghuznee-street.: [424, 800, 555, 832]
- subheading-block: [424, 677, 555, 683]
- advert-block: [700, 251, 831, 281]
- subheading-block: [424, 447, 555, 453]
- article-paragraph: Silver Hunting Lever Watches of good quality and serviceable, from £7 10s. to £10.: [700, 337, 831, 350]
- royal-arms-crest-icon: [890, 837, 918, 865]
- masthead: [0, 0, 1114, 33]
- subheading: Monday, November 8.: [51, 902, 99, 908]
- article-paragraph: The provisions of the Act relating hereto are as follow:—: [292, 682, 409, 689]
- article-paragraph: Plans and specifications may be seen at Mr. Carter's house, Silver Stream, and at Provincial Engineer's office here. The lowest or any tender not necessarily accepted. CHAS. P. POWLES, For the Provincial Secretary.: [286, 331, 417, 356]
- subheading: TOWN AND COUNTRY LAND.: [593, 168, 662, 175]
- column-7: [834, 34, 972, 1442]
- advert-headline: CHEAP PRINTS! CHEAP PRINTS!: [708, 99, 823, 121]
- article-paragraph: Mr. Izard cited other authorities in support of the position he took:—3 Atkyn's 264; 12 Weekly Reporter, 310; Fisher and Liverpool Marine Insurance Company, Law Rep., 8 Q.B., 469 and 474; same case on appeal, 9 Q.B., 418; Vavra and Whitehead, 3 H.L. Rep., 341; Patterson and Mills, 3 Righ's Rep., 232; Mead and Davidson, 3 Adolphus and Ellis, 303; Edwards and Aberayron, 31 L. Times, 778. In regard to the third ground, he argued it was the duty of plaintiff to have brought this policy to defendant, and protested against it before the loss; but under the circumstances they were precluded from claiming, as they had accepted the policy.: [9, 696, 141, 764]
- subheading: Transfer of License.: [192, 69, 235, 76]
- subheading: PAPERHANGINGS.: [605, 808, 650, 815]
- article-paragraph: NOTICE is hereby given that a Quarterly Meeting of the Licensing Courts for the Licensing Districts of Thorndon, Lambton, and Te Aro (city of Wellington), Hutt, Karori-Makara, and Porirua, will be held at the places and on the days hereunder mentioned:— Thorndon District, Lambton District, Karori-Makara District, and Porirua District.—At the Resident Magistrate's Court, Wellington, on TUESDAY, the 7th day of DECEMBER, 1875, at noon. Hutt District.—At the Resident Magistrate's Courthouse, Lower Hutt, on TUESDAY, the 7th day of DECEMBER, 1875, at noon.: [838, 733, 969, 795]
- article-paragraph: Managers and Secretaries of Companies, Shareholders, and others interested, are recommended to forward, without delay, such forms of transfer as they may require to be impressed, accompanied by the usual requisition and receipt from the Bank of New Zealand for amount thereof, less the authorised discount. Information may be obtained at any Stamp Office.: [286, 645, 417, 682]
- advert-headline: NOTICE TO CONTRACTORS.: [311, 270, 392, 292]
- article-paragraph: All applications for licenses must be lodged, in duplicate, with the Clerk of the Court on or before TUESDAY, the 16th day of NOVEMBER, 1875. W. BAKER, Clerk Licensing Courts. Wellington, November 8, 1875.: [838, 795, 969, 821]
- article-paragraph: TO BE SOLD, Section No. 93 on the old Ohariu-road, containing 100 Acres. For particulars apply to Mr. David Calder, Kaiwarrawarra; or to Messrs. Brandon and Quick, Lambton-quay, Wellington.: [424, 832, 555, 857]
- article-paragraph: (Next the Odd Fellows' Hall, Lambton-quay.) BENJAMIN SMITH AND CO. direct attention to the following valuable properties for sale or to be let. A complete list for November may be had on application.: [424, 421, 555, 446]
- section-heading: Government Notices: [286, 36, 417, 48]
- advert-headline: WELLINGTON ATHENAEUM AND MECHANICS' INSTITUTE,: [841, 557, 966, 590]
- advert-headline: CHEAP UNBLEACHED SHEETINGS.: [712, 253, 819, 275]
- royal-arms-crest-icon: [890, 673, 918, 701]
- article-paragraph: In the following cases judgment went for plaintiffs for amount claimed:—Pollock and Young v. E. Tolboon—Claim, £1 0s. 4d.; Rogers v. Regan—Promissory note case; claim, £3 1s.; Rogers v. Smith.—A similar case; claim, £5. Boyd v. McCarty.—Claim, 10s. 6d.; Joseph Hutchings.—Claim, £1 2s. Gibson v. Hughey.—Claim, £8 15s. 7d. The following cases were adjourned for judgment:—Pollock and Young v. Cronin.—Claim, £5 4s. 3d. Stevenson and Stuart v. Hodges.—Claim, ¢0 15s.: [148, 99, 279, 155]
- advert-headline: IMPORTANT NOTICE.: [574, 790, 681, 801]
- article-paragraph: NOTICE.—In future all orders for Nightwork, Rubbish, &c., to be left at my office, Hunter-street, next door to J. H. Wallace's, Auctioneer. G. SAUNDERS.: [562, 910, 693, 929]
- article-paragraph: NOTICE is hereby given that BENJAMIN PEPPER, of the Township of Palmerston, in the Province of Wellington, in the Colony of New Zealand, saddler, did, on the eighth day of November, 1875, file at the office of the Registrar of the Supreme Court of New Zealand, at Wellington, pursuant to the 45th section of the Bankruptcy Act, 1867, a declaration that he, the said Benjamin Pepper, was unable to meet his engagements with his creditors. Dated this eighth day of November, 1875. CHARLES L. MACLEAN, Solicitor for the said Bankrupt.: [424, 190, 555, 246]
- advert-headline: WELLINGTON CHAMBER OF COMMERCE.: [841, 360, 966, 382]
- subheading: SCHEDULE.: [337, 514, 366, 521]
- subheading-block: [9, 910, 141, 916]
- advert-headline: NEW COLONIAL INDUSTRY.: [725, 737, 806, 759]
- advert-block: [838, 427, 969, 457]
- advert-headline: WELLINGTON AND MASTERTON RAILWAY.: [846, 869, 961, 891]
